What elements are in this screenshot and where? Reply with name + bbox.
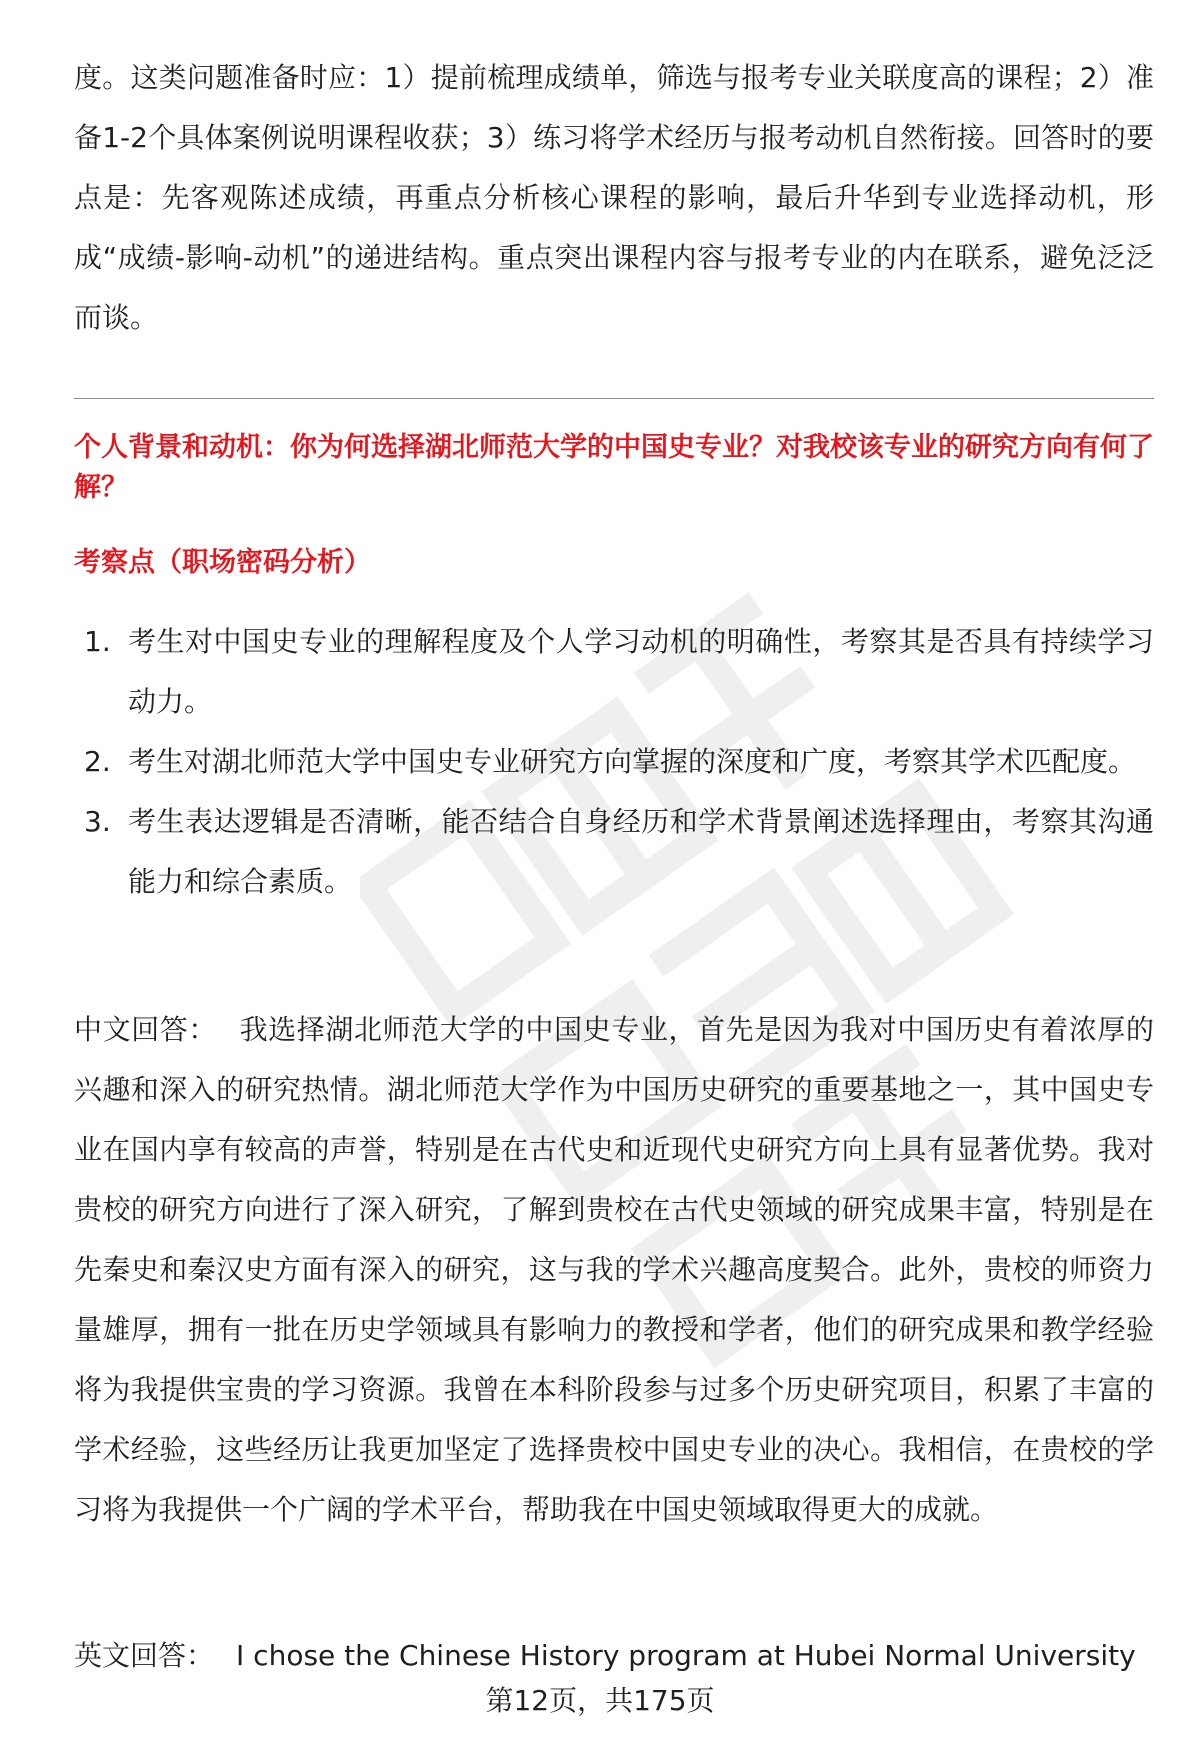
exam-points-list (74, 612, 1154, 912)
page-footer: 第12页，共175页 (485, 1684, 715, 1717)
exam-point-number: 2. (84, 745, 111, 778)
english-answer-label: 英文回答： (74, 1639, 215, 1672)
exam-point-item (74, 612, 1154, 732)
exam-point-number: 1. (84, 625, 111, 658)
exam-point-item (74, 732, 1154, 792)
intro-section (74, 48, 1154, 348)
english-answer-text: I chose the Chinese History program at Hubei Normal University (236, 1639, 1136, 1672)
exam-point-text: 考生表达逻辑是否清晰，能否结合自身经历和学术背景阐述选择理由，考察其沟通能力和综合素质。 (128, 805, 1154, 898)
chinese-answer-paragraph (74, 1000, 1154, 1540)
section-divider (74, 398, 1154, 399)
english-answer-section (74, 1626, 1154, 1686)
chinese-answer-section (74, 1000, 1154, 1540)
exam-point-text: 考生对湖北师范大学中国史专业研究方向掌握的深度和广度，考察其学术匹配度。 (128, 745, 1137, 778)
chinese-answer-label: 中文回答： (74, 1013, 217, 1046)
question-heading: 个人背景和动机：你为何选择湖北师范大学的中国史专业？对我校该专业的研究方向有何了解？ (74, 432, 1154, 503)
exam-point-item (74, 792, 1154, 912)
intro-paragraph: 度。这类问题准备时应：1）提前梳理成绩单，筛选与报考专业关联度高的课程；2）准备1-2个具体案例说明课程收获；3）练习将学术经历与报考动机自然衔接。回答时的要点是：先客观陈述成绩，再重点分析核心课程的影响，最后升华到专业选择动机，形成“成绩-影响-动机”的递进结构。重点突出课程内容与报考专业的内在联系，避免泛泛而谈。 (74, 61, 1154, 334)
exam-point-number: 3. (84, 805, 111, 838)
exam-points-heading: 考察点（职场密码分析） (74, 547, 371, 578)
exam-point-text: 考生对中国史专业的理解程度及个人学习动机的明确性，考察其是否具有持续学习动力。 (128, 625, 1154, 718)
chinese-answer-text: 我选择湖北师范大学的中国史专业，首先是因为我对中国历史有着浓厚的兴趣和深入的研究热情。湖北师范大学作为中国历史研究的重要基地之一，其中国史专业在国内享有较高的声誉，特别是在古代史和近现代史研究方向上具有显著优势。我对贵校的研究方向进行了深入研究，了解到贵校在古代史领域的研究成果丰富，特别是在先秦史和秦汉史方面有深入的研究，这与我的学术兴趣高度契合。此外，贵校的师资力量雄厚，拥有一批在历史学领域具有影响力的教授和学者，他们的研究成果和教学经验将为我提供宝贵的学习资源。我曾在本科阶段参与过多个历史研究项目，积累了丰富的学术经验，这些经历让我更加坚定了选择贵校中国史专业的决心。我相信，在贵校的学习将为我提供一个广阔的学术平台，帮助我在中国史领域取得更大的成就。 (74, 1013, 1154, 1526)
